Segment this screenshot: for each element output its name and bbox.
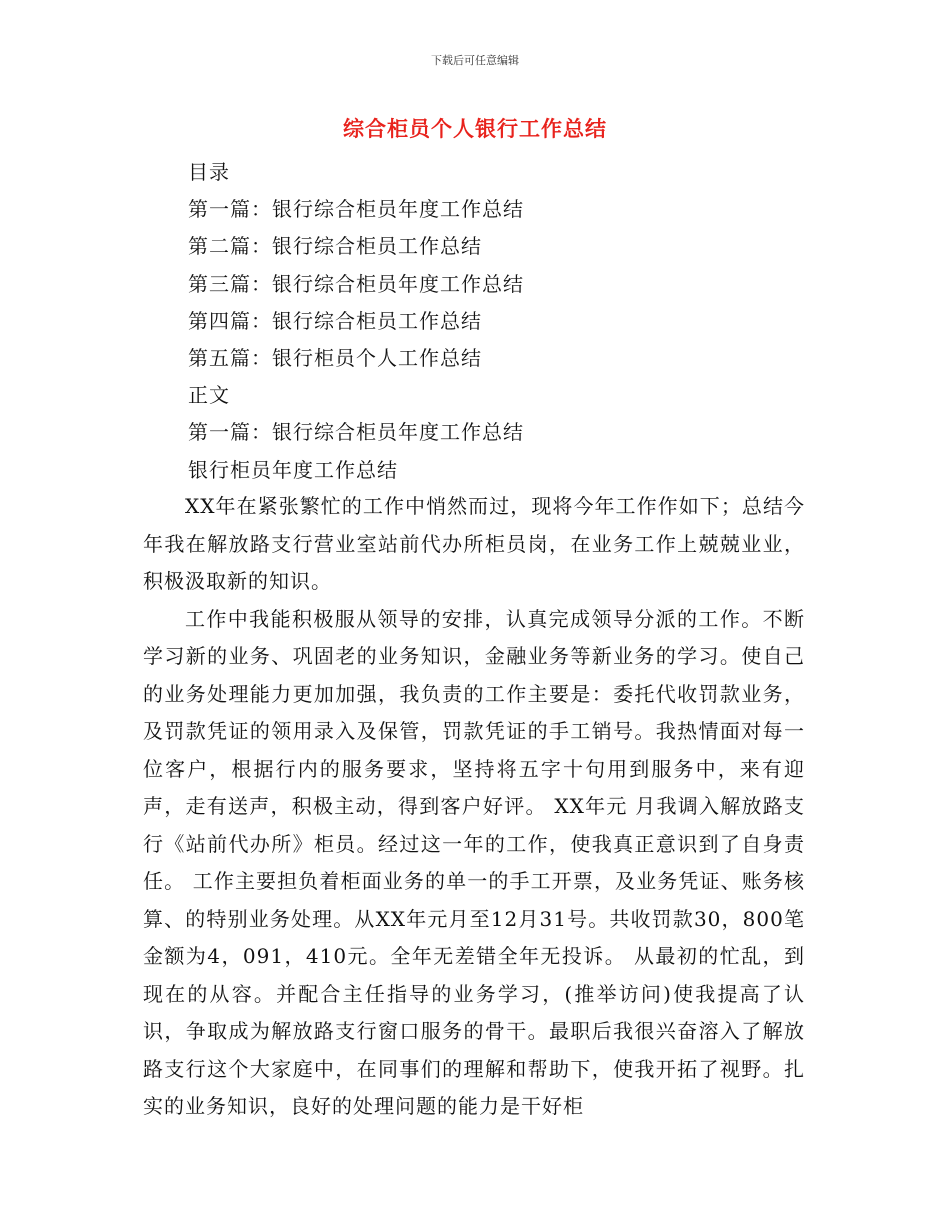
toc-heading: 目录 [188, 160, 230, 184]
toc-item-3: 第三篇：银行综合柜员年度工作总结 [188, 271, 524, 296]
paragraph: 工作中我能积极服从领导的安排，认真完成领导分派的工作。不断学习新的业务、巩固老的业务知识，金融业务等新业务的学习。使自己的业务处理能力更加加强，我负责的工作主要是：委托代收罚款业务，及罚款凭证的领用录入及保管，罚款凭证的手工销号。我热情面对每一位客户，根据行内的服务要求，坚持将五字十句用到服务中，来有迎声，走有送声，积极主动，得到客户好评。 XX年元 月我调入解放路支行《站前代办所》柜员。经过这一年的工作，使我真正意识到了自身责任。 工作主要担负着柜面业务的单一的手工开票，及业务凭证、账务核算、的特别业务处理。从XX年元月至12月31号。共收罚款30，800笔金额为4，091，410元。全年无差错全年无投诉。 从最初的忙乱，到现在的从容。并配合主任指导的业务学习，(推举访问)使我提高了认识，争取成为解放路支行窗口服务的骨干。最职后我很兴奋溶入了解放路支行这个大家庭中，在同事们的理解和帮助下，使我开拓了视野。扎实的业务知识，良好的处理问题的能力是干好柜 [143, 606, 805, 1118]
table-of-contents [188, 154, 828, 489]
document-title: 综合柜员个人银行工作总结 [343, 117, 607, 141]
section-title: 第一篇：银行综合柜员年度工作总结 [188, 420, 524, 445]
toc-item-5: 第五篇：银行柜员个人工作总结 [188, 345, 482, 370]
section-subtitle: 银行柜员年度工作总结 [188, 457, 398, 482]
toc-item-1: 第一篇：银行综合柜员年度工作总结 [188, 197, 524, 222]
toc-item-2: 第二篇：银行综合柜员工作总结 [188, 234, 482, 259]
paragraph: XX年在紧张繁忙的工作中悄然而过，现将今年工作作如下；总结今年我在解放路支行营业室站前代办所柜员岗，在业务工作上兢兢业业，积极汲取新的知识。 [143, 494, 805, 593]
body-heading: 正文 [188, 383, 230, 408]
header-note: 下载后可任意编辑 [431, 54, 519, 67]
body-text [143, 488, 805, 1126]
toc-item-4: 第四篇：银行综合柜员工作总结 [188, 308, 482, 333]
